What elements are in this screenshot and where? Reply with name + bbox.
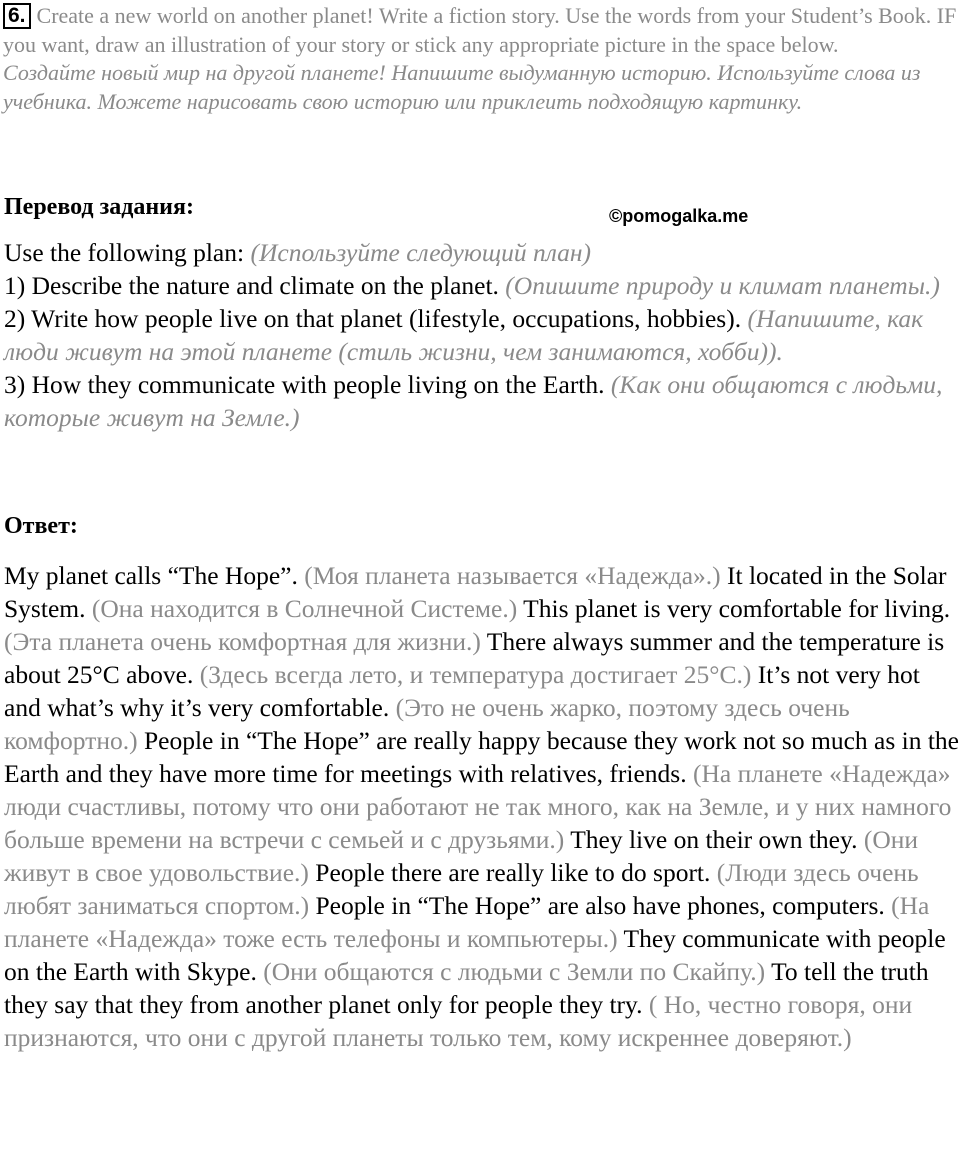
answer-sentence-en: It located in the Solar System.	[4, 561, 947, 623]
task-english-text: Create a new world on another planet! Write a fiction story. Use the words from your Student’s Book. IF you want, draw an illustration of your story or stick any appropriate picture in the space below.	[3, 3, 957, 57]
plan-intro-ru: (Используйте следующий план)	[250, 238, 592, 267]
plan-item-2	[4, 302, 958, 368]
answer-sentence-ru: (Здесь всегда лето, и температура достигает 25°С.)	[199, 660, 752, 689]
plan-item-en: 2) Write how people live on that planet (lifestyle, occupations, hobbies).	[4, 304, 742, 333]
plan-item-1	[4, 269, 958, 302]
answer-sentence-ru: ( Но, честно говоря, они признаются, что они с другой планеты только тем, кому искреннее доверяют.)	[4, 990, 913, 1052]
answer-sentence-en: There always summer and the temperature is about 25°C above.	[4, 627, 945, 689]
task-russian-text: Создайте новый мир на другой планете! Напишите выдуманную историю. Используйте слова из учебника. Можете нарисовать свою историю или приклеить подходящую картинку.	[3, 60, 921, 114]
answer-sentence-en: To tell the truth they say that they from another planet only for people they try.	[4, 957, 929, 1019]
answer-sentence-en: They communicate with people on the Earth with Skype.	[4, 924, 946, 986]
task-block	[3, 2, 957, 116]
answer-sentence-en: People in “The Hope” are also have phones, computers.	[315, 891, 885, 920]
plan-block	[4, 236, 958, 434]
answer-sentence-en: They live on their own they.	[570, 825, 858, 854]
answer-sentence-ru: (Моя планета называется «Надежда».)	[304, 561, 721, 590]
answer-sentence-ru: (Эта планета очень комфортная для жизни.)	[4, 627, 481, 656]
answer-sentence-ru: (Они живут в свое удовольствие.)	[4, 825, 919, 887]
task-number-box: 6.	[3, 3, 31, 29]
answer-sentence-ru: (Люди здесь очень любят заниматься спортом.)	[4, 858, 919, 920]
plan-item-ru: (Опишите природу и климат планеты.)	[505, 271, 940, 300]
plan-item-3	[4, 368, 958, 434]
plan-item-en: 1) Describe the nature and climate on the planet.	[4, 271, 499, 300]
answer-sentence-ru: (Она находится в Солнечной Системе.)	[91, 594, 518, 623]
plan-intro-en: Use the following plan:	[4, 238, 245, 267]
answer-heading: Ответ:	[4, 513, 78, 539]
task-english	[3, 2, 957, 59]
translation-heading: Перевод задания:	[4, 194, 194, 220]
plan-intro	[4, 236, 958, 269]
answer-sentence-ru: (На планете «Надежда» тоже есть телефоны и компьютеры.)	[4, 891, 930, 953]
plan-item-ru: (Напишите, как люди живут на этой планете (стиль жизни, чем занимаются, хобби)).	[4, 304, 924, 366]
answer-sentence-en: My planet calls “The Hope”.	[4, 561, 298, 590]
answer-paragraph	[4, 559, 960, 1054]
plan-item-ru: (Как они общаются с людьми, которые живут на Земле.)	[4, 370, 943, 432]
answer-sentence-en: People there are really like to do sport.	[315, 858, 711, 887]
plan-item-en: 3) How they communicate with people living on the Earth.	[4, 370, 605, 399]
answer-sentence-ru: (На планете «Надежда» люди счастливы, потому что они работают не так много, как на Земле, и у них намного больше времени на встречи с семьей и с друзьями.)	[4, 759, 952, 854]
answer-sentence-en: People in “The Hope” are really happy because they work not so much as in the Earth and they have more time for meetings with relatives, friends.	[4, 726, 959, 788]
answer-sentence-ru: (Они общаются с людьми с Земли по Скайпу.)	[263, 957, 766, 986]
watermark: ©pomogalka.me	[609, 206, 749, 226]
answer-sentence-en: This planet is very comfortable for living.	[523, 594, 951, 623]
answer-sentence-en: It’s not very hot and what’s why it’s very comfortable.	[4, 660, 920, 722]
answer-sentence-ru: (Это не очень жарко, поэтому здесь очень комфортно.)	[4, 693, 850, 755]
